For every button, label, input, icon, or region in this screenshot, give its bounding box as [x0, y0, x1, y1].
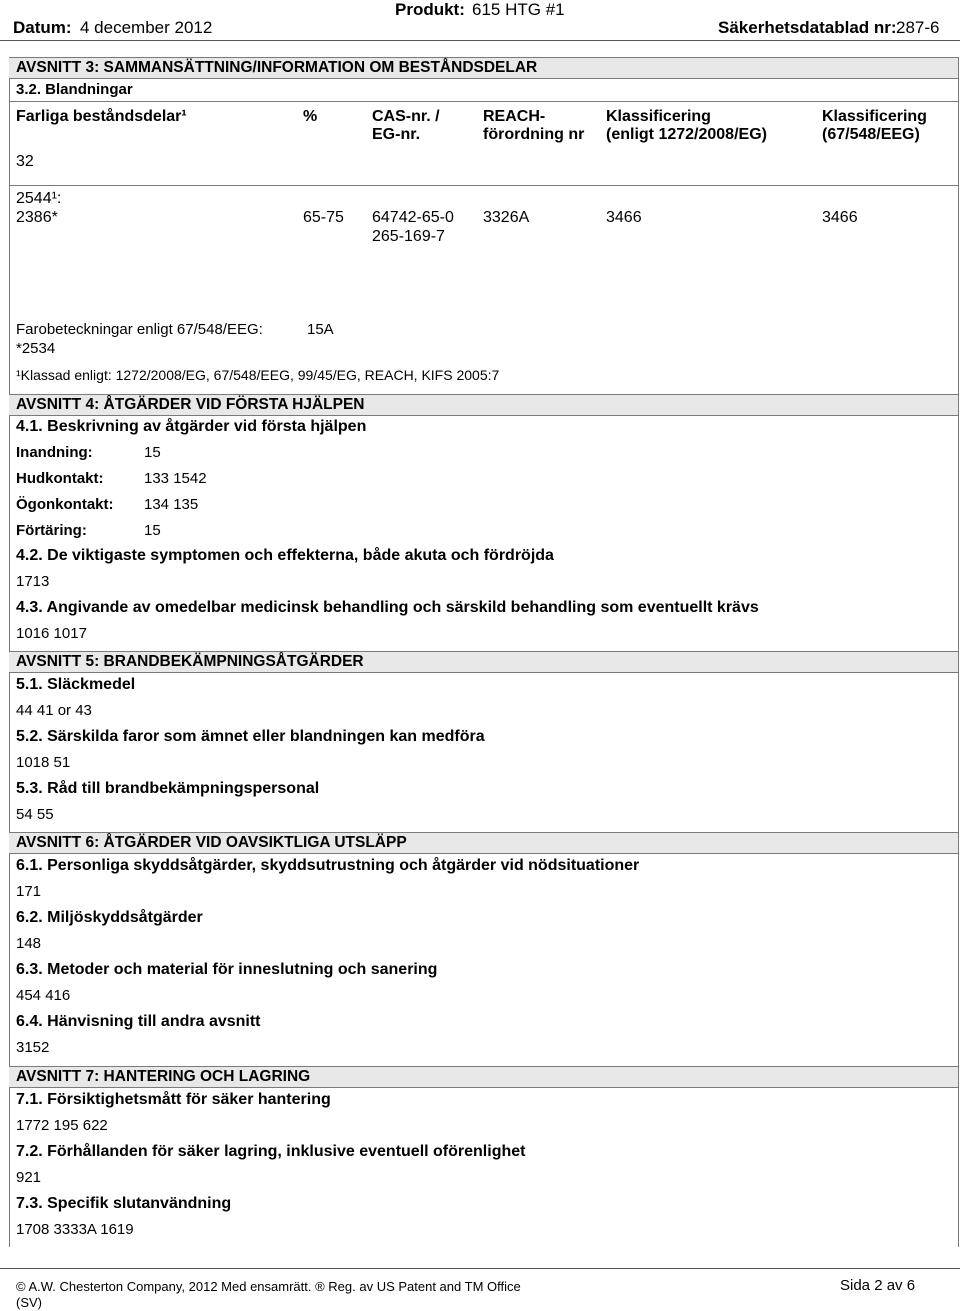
section-4-3-title: 4.3. Angivande av omedelbar medicinsk behandling och särskild behandling som eventuellt krävs	[16, 599, 759, 616]
section-5-2-value: 1018 51	[16, 754, 71, 771]
section-7-2-value: 921	[16, 1169, 42, 1186]
section-6-4-title: 6.4. Hänvisning till andra avsnitt	[16, 1013, 261, 1030]
footer-page-number: Sida 2 av 6	[840, 1277, 916, 1294]
inhalation-value: 15	[144, 444, 161, 461]
ingredient-name-2: 2386*	[16, 209, 58, 226]
section-6-3-title: 6.3. Metoder och material för inneslutning och sanering	[16, 961, 438, 978]
ingredient-class-dsd: 3466	[822, 209, 858, 226]
section-6-header: AVSNITT 6: ÅTGÄRDER VID OAVSIKTLIGA UTSLÄPP	[9, 832, 958, 854]
date-value: 4 december 2012	[80, 18, 213, 37]
product-label: Produkt:	[395, 0, 465, 19]
sds-number-label: Säkerhetsdatablad nr:	[718, 18, 897, 37]
ingredient-class-clp: 3466	[606, 209, 642, 226]
section-4-2-title: 4.2. De viktigaste symptomen och effekterna, både akuta och fördröjda	[16, 547, 554, 564]
section-7-3-title: 7.3. Specifik slutanvändning	[16, 1195, 232, 1212]
eye-contact-value: 134 135	[144, 496, 199, 513]
section-6-2-title: 6.2. Miljöskyddsåtgärder	[16, 909, 203, 926]
section-3-2-title: 3.2. Blandningar	[16, 81, 133, 98]
section-7-1-value: 1772 195 622	[16, 1117, 108, 1134]
ingredient-percent: 65-75	[303, 209, 344, 226]
ingredient-eg-number: 265-169-7	[372, 228, 445, 245]
section-7-3-value: 1708 3333A 1619	[16, 1221, 134, 1238]
section-6-1-title: 6.1. Personliga skyddsåtgärder, skyddsutrustning och åtgärder vid nödsituationer	[16, 857, 640, 874]
section-4-2-value: 1713	[16, 573, 50, 590]
sds-number-value: 287-6	[896, 18, 940, 37]
col-header-reach-2: förordning nr	[483, 126, 585, 143]
hazard-symbols-value: 15A	[307, 321, 334, 338]
section-6-2-value: 148	[16, 935, 42, 952]
ingestion-value: 15	[144, 522, 161, 539]
footer-copyright: © A.W. Chesterton Company, 2012 Med ensamrätt. ® Reg. av US Patent and TM Office	[16, 1279, 521, 1294]
section-7-2-title: 7.2. Förhållanden för säker lagring, inklusive eventuell oförenlighet	[16, 1143, 526, 1160]
section-5-1-title: 5.1. Släckmedel	[16, 676, 136, 693]
col-header-reach-1: REACH-	[483, 108, 546, 125]
ingredient-reach: 3326A	[483, 209, 530, 226]
inhalation-label: Inandning:	[16, 444, 93, 461]
footer-divider	[0, 1268, 960, 1269]
section-4-1-title: 4.1. Beskrivning av åtgärder vid första hjälpen	[16, 418, 367, 435]
col-header-ingredients: Farliga beståndsdelar¹	[16, 108, 187, 125]
ingestion-label: Förtäring:	[16, 522, 87, 539]
product-value: 615 HTG #1	[472, 0, 565, 19]
classified-according: ¹Klassad enligt: 1272/2008/EG, 67/548/EEG, 99/45/EG, REACH, KIFS 2005:7	[16, 367, 500, 383]
section-5-3-title: 5.3. Råd till brandbekämpningspersonal	[16, 780, 320, 797]
hazard-symbols-code: *2534	[16, 340, 56, 357]
ingredients-note: 32	[16, 153, 34, 170]
frame-right	[958, 57, 959, 1247]
ingredient-cas-number: 64742-65-0	[372, 209, 454, 226]
hazard-symbols-label: Farobeteckningar enligt 67/548/EEG:	[16, 321, 263, 338]
section-4-3-value: 1016 1017	[16, 625, 87, 642]
col-header-class-clp-2: (enligt 1272/2008/EG)	[606, 126, 767, 143]
section-5-header: AVSNITT 5: BRANDBEKÄMPNINGSÅTGÄRDER	[9, 651, 958, 673]
section-6-1-value: 171	[16, 883, 42, 900]
section-7-header: AVSNITT 7: HANTERING OCH LAGRING	[9, 1066, 958, 1088]
skin-contact-label: Hudkontakt:	[16, 470, 104, 487]
section-7-1-title: 7.1. Försiktighetsmått för säker hantering	[16, 1091, 331, 1108]
col-header-cas-2: EG-nr.	[372, 126, 421, 143]
col-header-percent: %	[303, 108, 318, 125]
col-header-class-dsd-2: (67/548/EEG)	[822, 126, 920, 143]
ingredient-name-1: 2544¹:	[16, 190, 62, 207]
section-6-3-value: 454 416	[16, 987, 71, 1004]
section-5-2-title: 5.2. Särskilda faror som ämnet eller blandningen kan medföra	[16, 728, 485, 745]
table-top-line	[9, 101, 958, 102]
eye-contact-label: Ögonkontakt:	[16, 496, 114, 513]
skin-contact-value: 133 1542	[144, 470, 207, 487]
header-divider	[0, 40, 960, 41]
section-3-header: AVSNITT 3: SAMMANSÄTTNING/INFORMATION OM BESTÅNDSDELAR	[9, 57, 958, 79]
table-header-line	[9, 185, 958, 186]
section-5-1-value: 44 41 or 43	[16, 702, 92, 719]
section-6-4-value: 3152	[16, 1039, 50, 1056]
footer-language: (SV)	[16, 1295, 42, 1310]
col-header-class-dsd-1: Klassificering	[822, 108, 927, 125]
col-header-class-clp-1: Klassificering	[606, 108, 711, 125]
section-4-header: AVSNITT 4: ÅTGÄRDER VID FÖRSTA HJÄLPEN	[9, 394, 958, 416]
date-label: Datum:	[13, 18, 72, 37]
col-header-cas-1: CAS-nr. /	[372, 108, 440, 125]
section-5-3-value: 54 55	[16, 806, 54, 823]
